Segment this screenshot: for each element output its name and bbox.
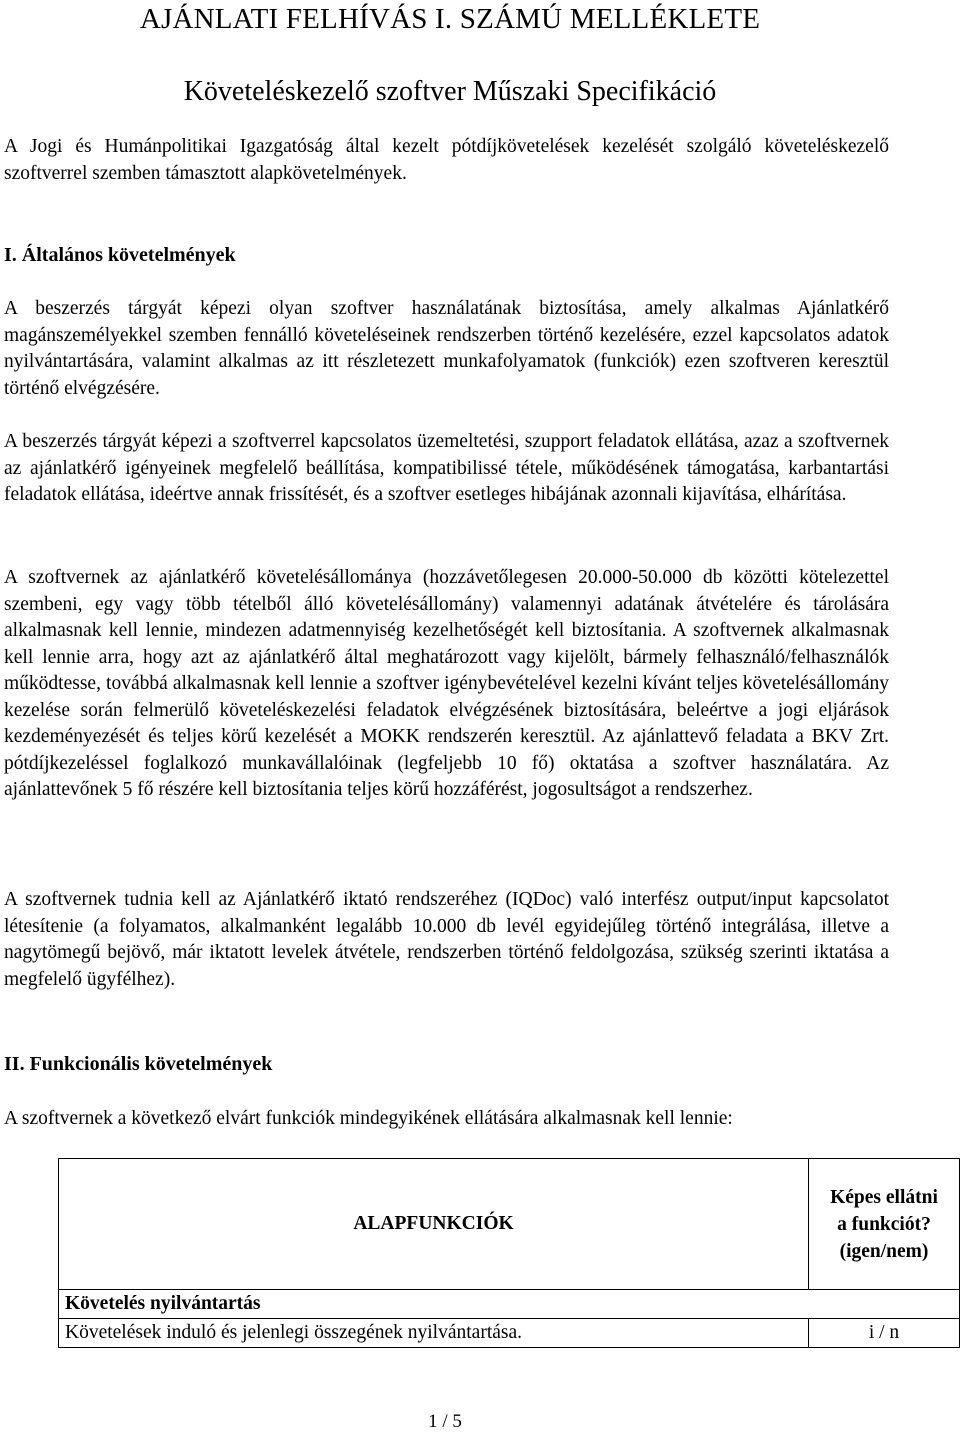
header-basic-functions: ALAPFUNKCIÓK: [59, 1159, 809, 1290]
paragraph-1: A beszerzés tárgyát képezi olyan szoftver használatának biztosítása, amely alkalmas Ajánlatkérő magánszemélyekkel szemben fennálló követeléseinek rendszerben történő kezelésére, ezzel kapcsolatos adatok nyilvántartására, valamint alkalmas az itt részletezett munkafolyamatok (funkciók) ezen szoftveren keresztül történő elvégzésére.: [4, 298, 889, 399]
intro-paragraph: A Jogi és Humánpolitikai Igazgatóság által kezelt pótdíjkövetelések kezelését szolgáló követeléskezelő szoftverrel szemben támasztott alapkövetelmények.: [4, 136, 889, 184]
table-section-label: Követelés nyilvántartás: [59, 1290, 960, 1319]
paragraph-4: A szoftvernek tudnia kell az Ajánlatkérő iktató rendszeréhez (IQDoc) való interfész output/input kapcsolatot létesítenie (a folyamatos, alkalmanként legalább 10.000 db levél egyidejűleg történő integrálása, illetve a nagytömegű bejövő, már iktatott levelek átvétele, rendszerben történő feldolgozása, szükség szerinti iktatása a megfelelő ügyfélhez).: [4, 889, 889, 990]
document-title: AJÁNLATI FELHÍVÁS I. SZÁMÚ MELLÉKLETE: [139, 3, 761, 35]
table-cell-answer[interactable]: i / n: [809, 1319, 960, 1348]
section-heading-general: I. Általános követelmények: [4, 244, 236, 266]
header-capability-line-1: Képes ellátni: [830, 1186, 938, 1208]
paragraph-2: A beszerzés tárgyát képezi a szoftverrel kapcsolatos üzemeltetési, szupport feladatok ellátása, azaz a szoftvernek az ajánlatkérő igényeinek megfelelő beállítása, kompatibilissé tétele, működésének támogatása, karbantartási feladatok ellátása, ideértve annak frissítését, és a szoftver esetleges hibájának azonnali kijavítása, elhárítása.: [4, 431, 889, 505]
header-capability-line-3: (igen/nem): [839, 1240, 929, 1262]
function-table: [58, 1158, 960, 1348]
table-cell-function: Követelések induló és jelenlegi összegének nyilvántartása.: [59, 1319, 809, 1348]
table-row: [59, 1319, 960, 1348]
header-capability-line-2: a funkciót?: [837, 1213, 931, 1235]
paragraph-3: A szoftvernek az ajánlatkérő követelésállománya (hozzávetőlegesen 20.000-50.000 db közötti kötelezettel szembeni, egy vagy több tételből álló követelésállomány) valamennyi adatának átvételére és tárolására alkalmasnak kell lennie, mindezen adatmennyiség kezelhetőségét kell biztosítania. A szoftvernek alkalmasnak kell lennie arra, hogy azt az ajánlatkérő által meghatározott vagy kijelölt, bármely felhasználó/felhasználók működtesse, továbbá alkalmasnak kell lennie a szoftver igénybevételével kezelni kívánt teljes követelésállomány kezelése során felmerülő követeléskezelési feladatok elvégzésének biztosítására, beleértve a jogi eljárások kezdeményezését és teljes körű kezelését a MOKK rendszerén keresztül. Az ajánlattevő feladata a BKV Zrt. pótdíjkezeléssel foglalkozó munkavállalóinak (legfeljebb 10 fő) oktatása a szoftver használatára. Az ajánlattevőnek 5 fő részére kell biztosítania teljes körű hozzáférést, jogosultságot a rendszerhez.: [4, 567, 889, 800]
page-number: 1 / 5: [428, 1411, 462, 1432]
section-heading-functional: II. Funkcionális követelmények: [4, 1053, 273, 1075]
header-capability: [809, 1159, 960, 1290]
table-header-row: [59, 1159, 960, 1290]
functional-intro: A szoftvernek a következő elvárt funkciók mindegyikének ellátására alkalmasnak kell lennie:: [4, 1108, 733, 1129]
table-section-row: [59, 1290, 960, 1319]
document-subtitle: Követeléskezelő szoftver Műszaki Specifikáció: [183, 76, 717, 107]
